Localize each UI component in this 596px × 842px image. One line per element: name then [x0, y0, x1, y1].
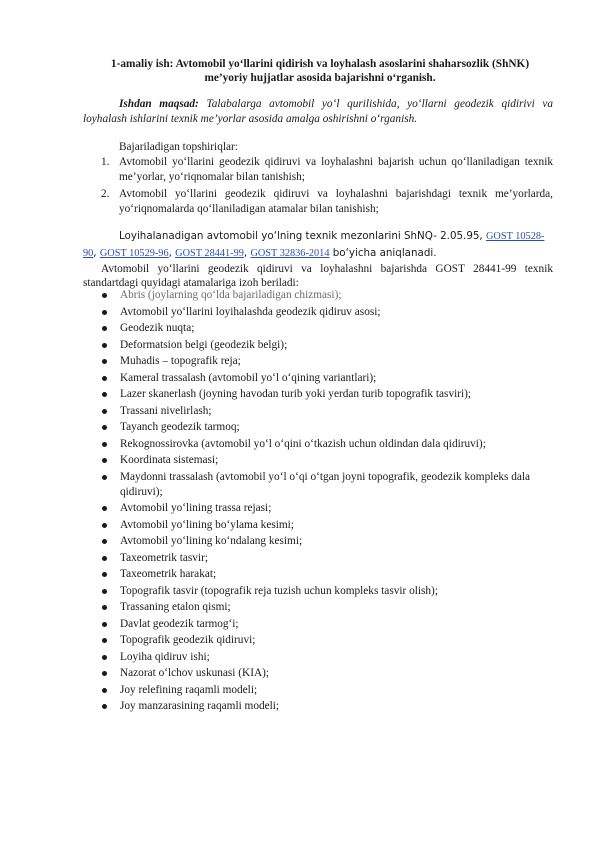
bullet-icon [102, 539, 107, 544]
list-item [100, 534, 560, 549]
list-item-text: Rekognossirovka (avtomobil yo‘l o‘qini o‘tkazish uchun oldindan dala qidiruvi); [120, 437, 486, 450]
list-item [100, 321, 560, 336]
bullet-icon [102, 572, 107, 577]
bullet-icon [102, 392, 107, 397]
list-item-text: Trassaning etalon qismi; [120, 601, 231, 613]
list-item-text: Abris (joylarning qo‘lda bajariladigan chizmasi); [120, 289, 342, 301]
list-item [100, 617, 560, 632]
terms-list [100, 288, 560, 716]
bullet-icon [102, 425, 107, 430]
goal-paragraph [83, 97, 553, 127]
list-item [100, 633, 560, 648]
bullet-icon [102, 622, 107, 627]
list-item [100, 584, 560, 599]
list-item [100, 551, 560, 566]
bullet-icon [102, 688, 107, 693]
list-item [100, 567, 560, 582]
bullet-icon [102, 293, 107, 298]
list-item-text: Taxeometrik tasvir; [120, 551, 208, 564]
list-item-text: Muhadis – topografik reja; [120, 355, 241, 367]
list-item-text: Trassani nivelirlash; [120, 404, 212, 417]
list-item [100, 518, 560, 533]
bullet-icon [102, 359, 107, 364]
bullet-icon [102, 409, 107, 414]
list-item-text: Nazorat o‘lchov uskunasi (KIA); [120, 667, 270, 679]
task-number: 1. [101, 156, 110, 168]
list-item-text: Topografik geodezik qidiruvi; [120, 634, 256, 646]
bullet-icon [102, 638, 107, 643]
list-item [100, 288, 560, 303]
bullet-icon [102, 475, 107, 480]
bullet-icon [102, 343, 107, 348]
task-number: 2. [101, 188, 110, 200]
list-item-text: Avtomobil yo‘lining ko‘ndalang kesimi; [120, 535, 303, 547]
list-item-text: Avtomobil yo‘lining trassa rejasi; [120, 502, 272, 514]
list-item-text: Geodezik nuqta; [120, 322, 195, 334]
list-item [100, 650, 560, 665]
list-item [100, 420, 560, 435]
list-item-text: Loyiha qidiruv ishi; [120, 650, 210, 663]
bullet-icon [102, 523, 107, 528]
task-item [101, 155, 553, 185]
bullet-icon [102, 704, 107, 709]
intro-paragraph: Avtomobil yo‘llarini geodezik qidiruvi va loyhalashni bajarishda GOST 28441-99 texnik standartdagi quyidagi atamalariga izoh beriladi: [83, 263, 553, 289]
list-item [100, 338, 560, 353]
list-item-text: Lazer skanerlash (joyning havodan turib yoki yerdan turib topografik tasviri); [120, 388, 472, 400]
bullet-icon [102, 506, 107, 511]
bullet-icon [102, 671, 107, 676]
list-item-text: Koordinata sistemasi; [120, 454, 219, 466]
list-item-text: Avtomobil yo‘llarini loyihalashda geodezik qidiruv asosi; [120, 305, 381, 318]
norms-paragraph: Loyihalanadigan avtomobil yo‘lning texnik mezonlarini ShNQ- 2.05.95, GOST 10528-90, GOST 10529-96, GOST 28441-99, GOST 32836-2014 bo‘yicha aniqlanadi. [83, 230, 545, 259]
list-item [100, 371, 560, 386]
bullet-icon [102, 655, 107, 660]
bullet-icon [102, 605, 107, 610]
gost-link-10529[interactable]: GOST 10529-96 [99, 248, 169, 259]
norms-prefix: Loyihalanadigan avtomobil yo‘lning texnik mezonlarini ShNQ- 2.05.95, [119, 230, 486, 242]
gost-link-28441[interactable]: GOST 28441-99 [175, 248, 244, 259]
list-item [100, 387, 560, 402]
bullet-icon [102, 556, 107, 561]
page-title: 1-amaliy ish: Avtomobil yo‘llarini qidirish va loyhalash asoslarini shaharsozlik (ShNK) me’yoriy hujjatlar asosida bajarishni o‘rganish. [110, 58, 530, 84]
bullet-icon [102, 376, 107, 381]
task-text: Avtomobil yo‘llarini geodezik qidiruvi va loyhalashni bajarish uchun qo‘llaniladigan texnik me’yorlar, yo‘riqnomalar bilan tanishish; [119, 156, 553, 183]
list-item [100, 305, 560, 320]
list-item [100, 354, 560, 369]
list-item [100, 453, 560, 468]
gost-link-10528[interactable]: GOST 10528-90 [83, 231, 545, 259]
bullet-icon [102, 310, 107, 315]
list-item [100, 666, 560, 681]
list-item-text: Kameral trassalash (avtomobil yo‘l o‘qining variantlari); [120, 371, 377, 384]
bullet-icon [102, 442, 107, 447]
list-item [100, 699, 560, 714]
goal-label: Ishdan maqsad: [119, 98, 199, 110]
task-text: Avtomobil yo‘llarini geodezik qidiruvi va loyhalashni bajarishdagi texnik me’yorlarda, yo‘riqnomalarda qo‘llaniladigan atamalar bilan tanishish; [119, 188, 553, 215]
goal-text: Talabalarga avtomobil yo‘l qurilishida, yo‘llarni geodezik qidirivi va loyhalash ishlarini texnik me’yorlar asosida amalga oshirishni o‘rganish. [83, 98, 553, 125]
list-item-text: Topografik tasvir (topografik reja tuzish uchun kompleks tasvir olish); [120, 584, 438, 597]
list-item-text: Davlat geodezik tarmog‘i; [120, 617, 239, 630]
bullet-icon [102, 458, 107, 463]
list-item [100, 683, 560, 698]
list-item-text: Joy manzarasining raqamli modeli; [120, 700, 280, 712]
list-item-text: Maydonni trassalash (avtomobil yo‘l o‘qi o‘tgan joyni topografik, geodezik kompleks dala qidiruvi); [120, 470, 531, 498]
list-item [100, 404, 560, 419]
bullet-icon [102, 589, 107, 594]
list-item [100, 437, 560, 452]
list-item-text: Taxeometrik harakat; [120, 568, 217, 580]
list-item-text: Tayanch geodezik tarmoq; [120, 421, 240, 433]
norms-suffix: bo‘yicha aniqlanadi. [329, 247, 437, 259]
list-item [100, 600, 560, 615]
list-item-text: Avtomobil yo‘lining bo‘ylama kesimi; [120, 518, 294, 531]
tasks-heading: Bajariladigan topshiriqlar: [119, 141, 238, 153]
list-item-text: Deformatsion belgi (geodezik belgi); [120, 338, 288, 351]
gost-link-32836[interactable]: GOST 32836-2014 [250, 248, 330, 259]
task-item [101, 187, 553, 217]
list-item [100, 501, 560, 516]
bullet-icon [102, 326, 107, 331]
list-item-text: Joy relefining raqamli modeli; [120, 683, 258, 696]
list-item [100, 470, 560, 500]
